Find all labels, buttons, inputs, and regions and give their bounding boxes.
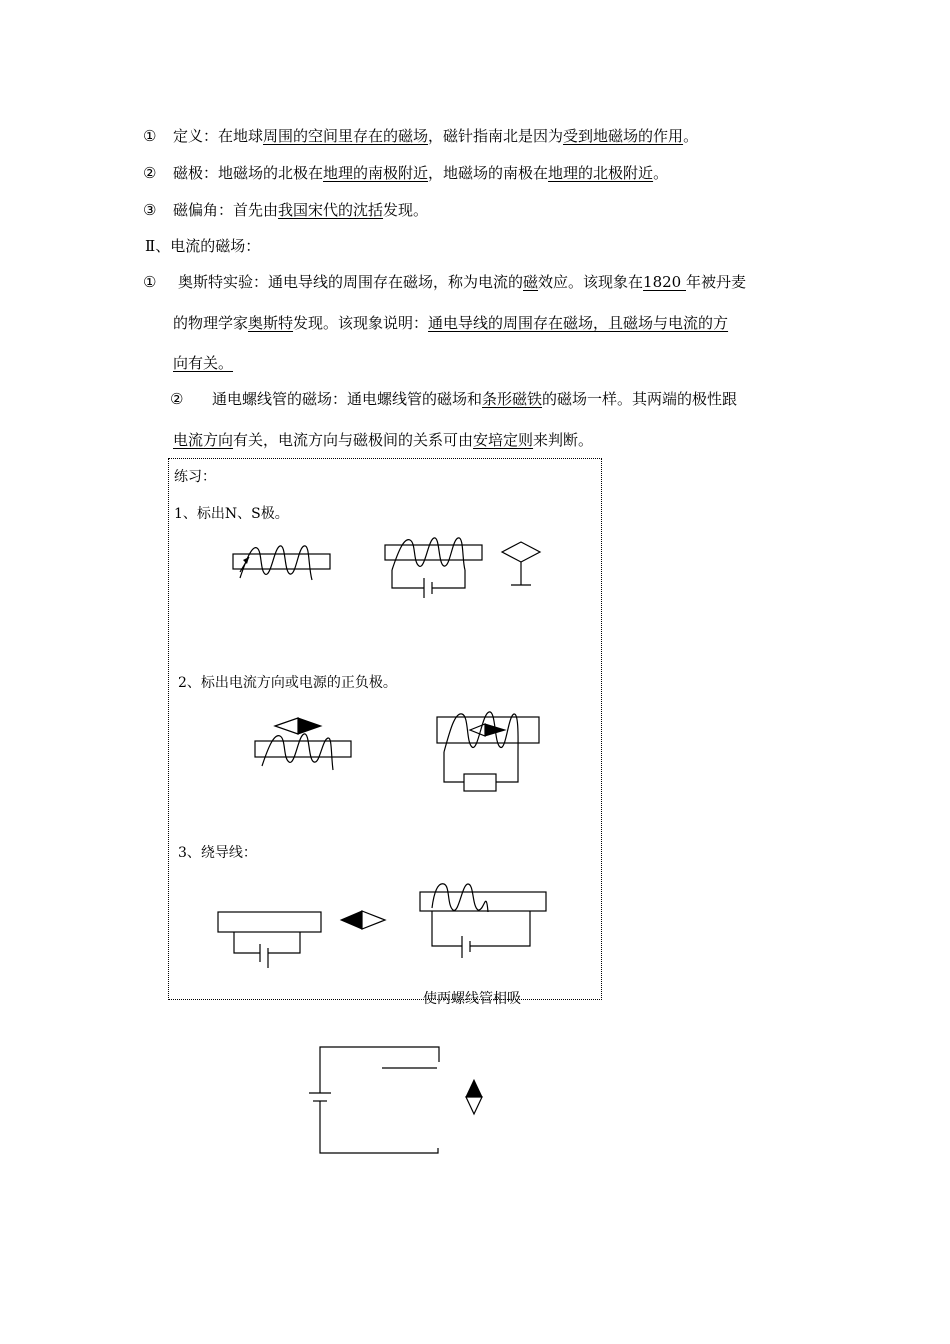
underlined-answer: 地理的北极附近 xyxy=(548,164,654,182)
underlined-answer: 我国宋代的沈括 xyxy=(278,201,384,219)
text-segment: 发现。该现象说明： xyxy=(293,314,429,332)
item-marker: ② xyxy=(143,164,157,182)
underlined-answer: 条形磁铁 xyxy=(482,390,543,408)
q3-needle xyxy=(341,911,385,929)
text-segment: 有关，电流方向与磁极间的关系可由 xyxy=(233,431,474,449)
text-segment: 定义：在地球 xyxy=(173,127,264,145)
item-marker: ① xyxy=(143,127,157,145)
text-segment: 的磁场一样。其两端的极性跟 xyxy=(542,390,738,408)
item-marker: ② xyxy=(170,390,184,408)
question-3: 3、绕导线： xyxy=(178,845,257,861)
underlined-answer: 电流方向 xyxy=(173,431,234,449)
text-segment: 来判断。 xyxy=(533,431,594,449)
vertical-needle xyxy=(466,1080,482,1114)
text-segment: 。 xyxy=(683,127,699,145)
text-segment: 年被丹麦 xyxy=(686,273,747,291)
text-segment: 通电螺线管的磁场：通电螺线管的磁场和 xyxy=(212,390,483,408)
q1-solenoid-a xyxy=(233,546,330,580)
text-segment: 磁偏角：首先由 xyxy=(173,201,279,219)
q3-solenoid-a xyxy=(218,912,321,968)
item-marker: ① xyxy=(143,273,157,291)
q2-solenoid-a xyxy=(255,734,351,770)
text-segment: ，磁针指南北是因为 xyxy=(428,127,564,145)
underlined-answer: 磁 xyxy=(523,273,539,291)
underlined-answer: 奥斯特 xyxy=(248,314,294,332)
question-2: 2、标出电流方向或电源的正负极。 xyxy=(178,675,397,691)
text-segment: 的物理学家 xyxy=(173,314,249,332)
underlined-answer: 周围的空间里存在的磁场 xyxy=(263,127,429,145)
text-segment: 磁极：地磁场的北极在 xyxy=(173,164,324,182)
question-3-caption: 使两螺线管相吸 xyxy=(423,991,521,1007)
underlined-answer: 地理的南极附近 xyxy=(323,164,429,182)
exercise-title: 练习： xyxy=(174,469,216,485)
section-title: Ⅱ、电流的磁场： xyxy=(145,237,261,255)
text-segment: ，地磁场的南极在 xyxy=(428,164,549,182)
text-segment: 发现。 xyxy=(383,201,429,219)
q1-solenoid-b xyxy=(385,538,482,598)
q2-solenoid-b xyxy=(437,712,539,791)
q1-compass-needle xyxy=(502,542,540,585)
underlined-answer: 1820 xyxy=(643,273,686,291)
q2-needle-a xyxy=(275,718,321,734)
q3-solenoid-b xyxy=(420,884,546,958)
text-segment: 奥斯特实验：通电导线的周围存在磁场，称为电流的 xyxy=(178,273,524,291)
question-1: 1、标出N、S极。 xyxy=(174,506,289,522)
underlined-answer: 通电导线的周围存在磁场，且磁场与电流的方 xyxy=(428,314,729,332)
item-marker: ③ xyxy=(143,201,157,219)
underlined-answer: 安培定则 xyxy=(473,431,534,449)
u-shaped-solenoid xyxy=(309,1047,439,1153)
text-segment: 。 xyxy=(653,164,669,182)
underlined-answer: 向有关。 xyxy=(173,354,234,372)
text-segment: 效应。该现象在 xyxy=(538,273,644,291)
underlined-answer: 受到地磁场的作用 xyxy=(563,127,684,145)
